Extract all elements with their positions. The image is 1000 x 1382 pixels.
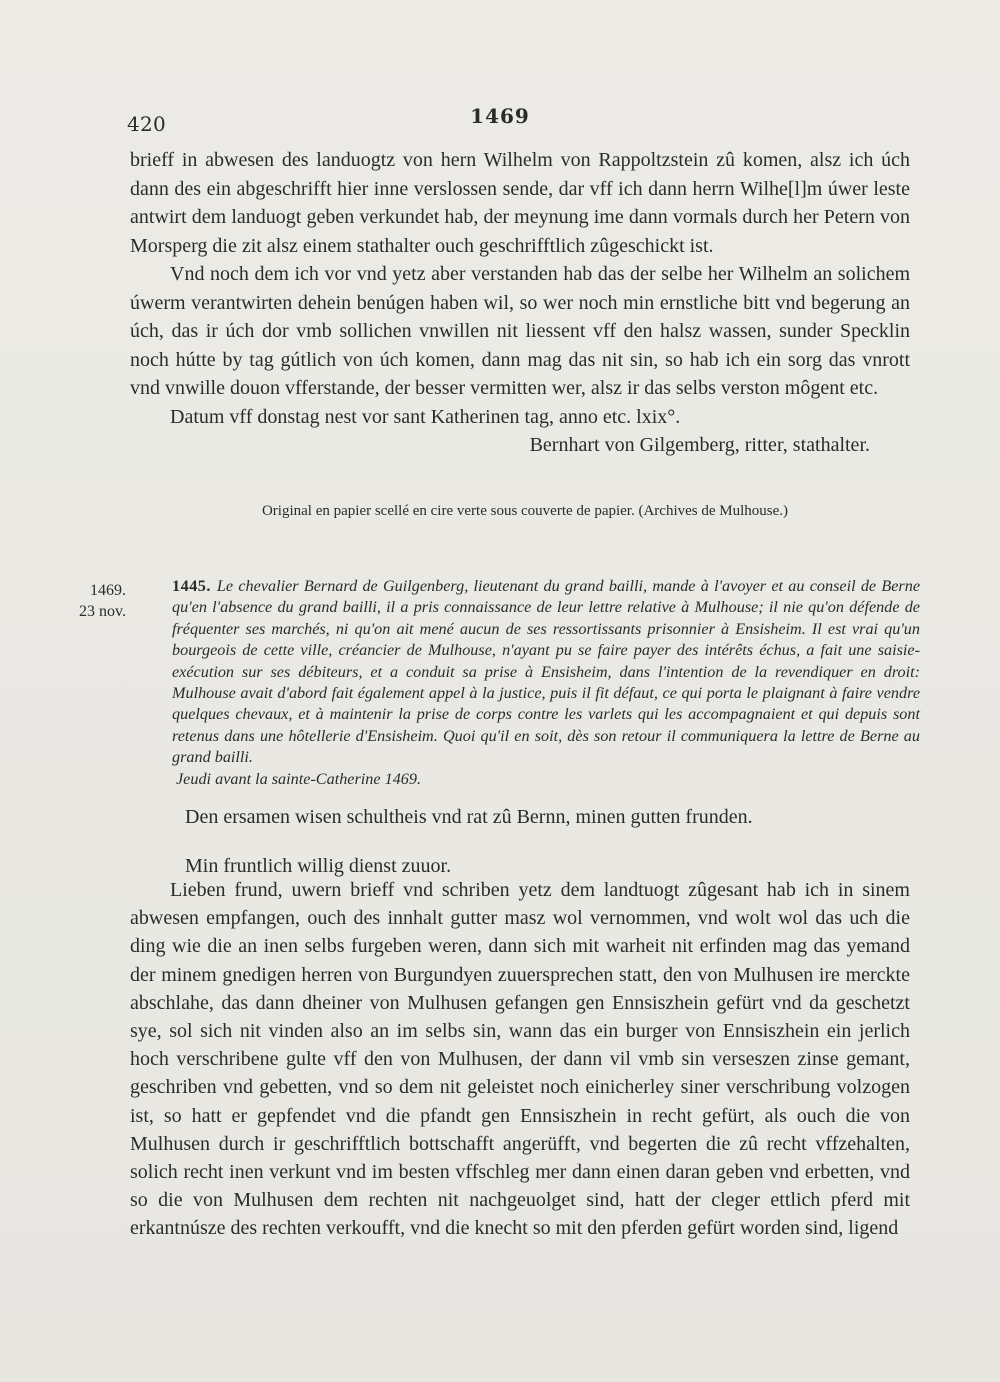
entry-date: Jeudi avant la sainte-Catherine 1469.	[176, 769, 422, 788]
margin-date-year: 1469.	[90, 582, 126, 599]
source-note: Original en papier scellé en cire verte sous couverte de papier. (Archives de Mulhouse.)	[261, 503, 789, 519]
letter-signature: Bernhart von Gilgemberg, ritter, stathalter.	[529, 434, 870, 456]
top-letter-text	[130, 146, 910, 460]
letter-body	[130, 876, 910, 1243]
letter-greeting: Min fruntlich willig dienst zuuor.	[185, 855, 452, 877]
letter-dating: Datum vff donstag nest vor sant Katherinen tag, anno etc. lxix°.	[170, 405, 681, 428]
margin-date-day: 23 nov.	[79, 603, 126, 620]
running-year-heading: 1469	[470, 104, 530, 128]
letter-paragraph: brieff in abwesen des landuogtz von hern Wilhelm von Rappoltzstein zû komen, alsz ich úch dann des ein abgeschrifft hier inne verslossen sende, dar vff ich dann herrn Wilhe[l]m úwer leste antwirt dem landuogt geben verkundet hab, der meynung ime dann vormals durch her Petern von Morsperg die zit alsz einem stathalter ouch geschrifftlich zûgeschickt ist.	[130, 149, 910, 257]
entry-summary-text: Le chevalier Bernard de Guilgenberg, lieutenant du grand bailli, mande à l'avoyer et au conseil de Berne qu'en l'absence du grand bailli, il a pris connaissance de leur lettre relative à Mulhouse; il nie qu'on défende de fréquenter ses marchés, ni qu'on ait mené aucun de ses ressortissants prisonnier à Ensisheim. Il est vrai qu'un bourgeois de cette ville, créancier de Mulhouse, n'ayant pu se faire payer des intérêts échus, a fait une saisie-exécution sur ses débiteurs, et a conduit sa prise à Ensisheim, dans l'intention de la revendiquer en droit: Mulhouse avait d'abord fait également appel à la justice, puis il fit défaut, ce qui porta le plaignant à faire vendre quelques chevaux, et à maintenir la prise de corps contre les varlets qui les accompagnaient et qui depuis sont retenus dans une hôtellerie d'Ensisheim. Quoi qu'il en soit, dès son retour il communiquera la lettre de Berne au grand bailli.	[172, 577, 920, 767]
letter-body-text: Lieben frund, uwern brieff vnd schriben yetz dem landtuogt zûgesant hab ich in sinem abwesen empfangen, ouch des innhalt gutter masz wol vernommen, vnd wolt wol das uch die ding wie die an inen selbs furgeben weren, dann sich mit warheit nit erfinden mag das yemand der minem gnedigen herren von Burgundyen zuuersprechen statt, den von Mulhusen ire merckte abschlahe, das dann dheiner von Mulhusen gefangen gen Ennsiszhein gefürt vnd da geschetzt sye, sol sich nit vinden also an im selbs sin, wann das ein burger von Ennsiszhein ein jerlich hoch verschribene gulte vff den von Mulhusen, der dann vil vmb sin verseszen zinse gemant, geschriben vnd gebetten, vnd so dem nit geleistet noch einicherley siner verschribung volzogen ist, so hatt er gepfendet vnd die pfandt gen Ennsiszhein in recht gefürt, als ouch die von Mulhusen durch ir geschrifftlich bottschafft angerüfft, vnd begerten die zû recht vffzehalten, solich recht inen verkunt vnd im besten vffschleg mer dann einen daran geben vnd erbetten, vnd so die von Mulhusen dem rechten nit nachgeuolget sind, hatt der cleger ettlich pferd mit erkantnúsze des rechten verkoufft, vnd die knecht so mit den pferden gefürt worden sind, ligend	[130, 879, 910, 1240]
letter-paragraph: Vnd noch dem ich vor vnd yetz aber verstanden hab das der selbe her Wilhelm an solichem úwerm verantwirten dehein benúgen haben wil, so wer noch min ernstliche bitt vnd begerung an úch, das ir úch dor vmb sollichen vnwillen nit liessent vff den halsz wassen, sunder Specklin noch hútte by tag gútlich von úch komen, dann mag das nit sin, so hab ich ein sorg das vnrott vnd vnwille douon vfferstande, der besser vermitten wer, alsz ir das selbs verston môgent etc.	[130, 263, 910, 399]
entry-summary	[172, 576, 920, 790]
margin-date	[56, 580, 126, 622]
page-number: 420	[127, 112, 167, 136]
letter-address: Den ersamen wisen schultheis vnd rat zû Bernn, minen gutten frunden.	[185, 806, 753, 828]
entry-number: 1445.	[172, 577, 211, 595]
